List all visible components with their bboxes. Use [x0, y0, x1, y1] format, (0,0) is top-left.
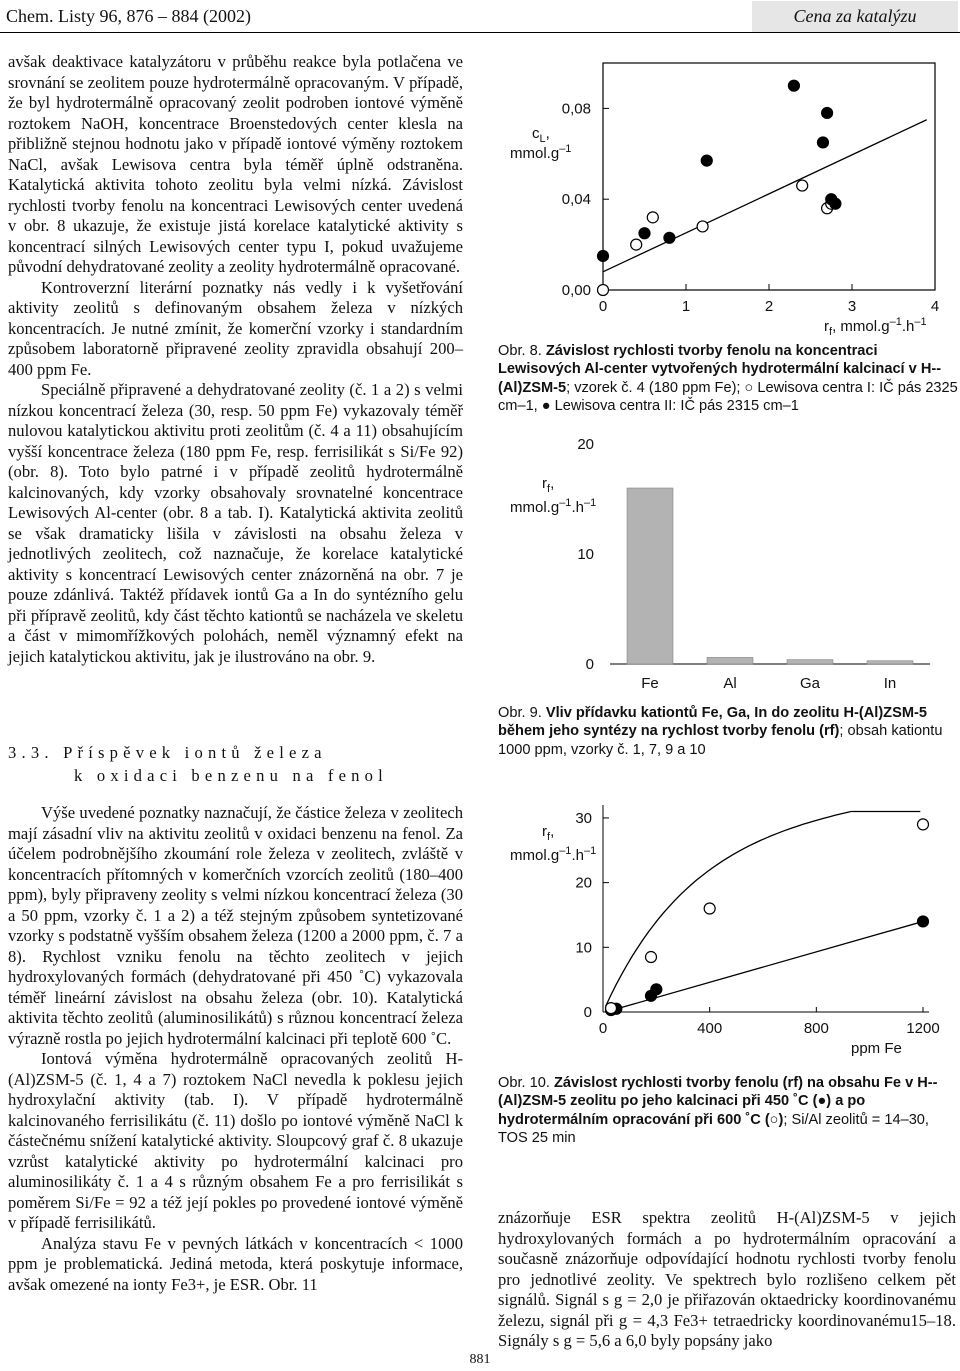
- left-column-top: [8, 52, 463, 667]
- x-axis-label: $r_f$, $mmol.g^{-1}.h^{-1}$: [824, 316, 927, 338]
- filled-point: [788, 80, 799, 91]
- filled-point: [701, 155, 712, 166]
- open-point: [797, 180, 808, 191]
- figure-9-bar-chart: [498, 432, 958, 697]
- y-tick-label: 0: [585, 656, 594, 673]
- y-axis-label: $r_f$, $mmol.g^{-1}.h^{-1}$: [510, 475, 597, 516]
- paragraph: Výše uvedené poznatky naznačují, že částice železa v zeolitech mají zásadní vliv na aktivitu zeolitů v oxidaci benzenu na fenol. Za účelem podrobnějšího zkoumání role železa v zeolitech, zvláště v koncentracích přítomných v komerčních vzorcích zeolitů (180–400 ppm), byly připraveny zeolity s velmi nízkou koncentrací železa (30 a 50 ppm, vzorky č. 1 a 2) a též stejným způsobem syntetizované vzorky s podstatně vyšším obsahem železa (1200 a 2000 ppm, č. 7 a 8). Rychlost vzniku fenolu na těchto zeolitech v jejich hydroxylovaných formách (dehydratované při 450 ˚C) vykazovala téměř lineární závislost na obsahu železa (obr. 10). Katalytická aktivita těchto zeolitů (aluminosilikátů) s různou koncentrací železa výrazně rostla po jejich hydrotermální kalcinaci při teplotě 600 ˚C.: [8, 803, 463, 1048]
- x-tick-label: 0: [598, 1020, 608, 1037]
- x-tick-label: 4: [930, 298, 940, 315]
- journal-reference: Chem. Listy 96, 876 – 884 (2002): [6, 6, 251, 26]
- y-tick-label: 0,04: [561, 191, 591, 209]
- bar: [867, 661, 913, 664]
- filled-point: [664, 232, 675, 243]
- y-axis-label: $c_L$, $mmol.g^{-1}$: [510, 125, 572, 162]
- bar: [787, 660, 833, 664]
- filled-point: [598, 250, 609, 261]
- section-heading: [8, 741, 388, 787]
- caption-label: Obr. 10.: [498, 1075, 550, 1091]
- caption-text: ; obsah kationtu 1000 ppm, vzorky č. 1, 7, 9 a 10: [498, 723, 943, 758]
- section-number: 3.3.: [8, 743, 54, 762]
- left-column-bottom: [8, 803, 463, 1295]
- x-tick-label: Ga: [799, 675, 821, 692]
- bar: [707, 657, 753, 664]
- x-tick-label: Al: [723, 675, 737, 692]
- open-point: [646, 952, 657, 963]
- y-tick-label: 0: [583, 1004, 592, 1021]
- x-axis-label: ppm Fe: [851, 1040, 902, 1057]
- fit-line: [603, 120, 927, 272]
- filled-point: [830, 198, 841, 209]
- x-tick-label: 0: [598, 298, 608, 315]
- open-point: [697, 221, 708, 232]
- x-tick-label: 3: [847, 298, 857, 315]
- y-tick-label: 0,08: [561, 100, 591, 118]
- right-column-bottom: [498, 1208, 956, 1352]
- y-tick-label: 10: [575, 939, 592, 957]
- section-title-line1: Příspěvek iontů železa: [63, 743, 327, 762]
- y-tick-label: 0,00: [561, 282, 591, 299]
- caption-label: Obr. 8.: [498, 343, 542, 359]
- caption-text: ; vzorek č. 4 (180 ppm Fe); ○ Lewisova centra I: IČ pás 2325 cm–1, ● Lewisova centra II: IČ pás 2315 cm–1: [498, 379, 958, 414]
- x-tick-label: In: [883, 675, 897, 692]
- figure-9-caption: [498, 704, 960, 759]
- caption-title: Závislost rychlosti tvorby fenolu (rf) na obsahu Fe v H--(Al)ZSM-5 zeolitu po jeho kalcinaci při 450 ˚C (●) a po hydrotermálním opracování při 600 ˚C (○): [498, 1075, 938, 1128]
- open-point: [606, 1003, 617, 1014]
- open-point: [704, 903, 715, 914]
- figure-8-scatter: [498, 58, 958, 338]
- open-point: [631, 239, 642, 250]
- open-point: [918, 819, 929, 830]
- paragraph: avšak deaktivace katalyzátoru v průběhu reakce byla potlačena ve srovnání se zeolitem pouze hydrotermálně opracovaným. V případě, že byl hydrotermálně opracovaný zeolit podroben iontové výměně roztokem NaOH, koncentrace Broenstedových center klesla na přibližně stejnou hodnotu jako v případě iontové výměny roztokem NaCl, avšak Lewisova centra byla téměř úplně odstraněna. Katalytická aktivita tohoto zeolitu byla velmi nízká. Závislost rychlosti tvorby fenolu na koncentraci Lewisových center uvedená v obr. 8 ukazuje, že existuje jistá korelace katalytické aktivity s koncentrací silných Lewisových center typu I, pokud uvažujeme původní dehydratované zeolity a zeolity hydrotermálně opracované.: [8, 52, 463, 276]
- x-tick-label: 400: [697, 1020, 723, 1037]
- x-tick-label: 1200: [906, 1020, 940, 1037]
- plot-frame: [603, 63, 935, 290]
- figure-10-caption: [498, 1074, 960, 1147]
- caption-label: Obr. 9.: [498, 705, 542, 721]
- caption-title: Vliv přídavku kationtů Fe, Ga, In do zeolitu H-(Al)ZSM-5 během jeho syntézy na rychlost tvorby fenolu (rf): [498, 705, 927, 740]
- y-axis-label: $r_f$, $mmol.g^{-1}.h^{-1}$: [510, 823, 597, 864]
- open-point: [598, 285, 609, 296]
- y-tick-label: 10: [577, 546, 594, 563]
- filled-point: [639, 228, 650, 239]
- y-tick-label: 20: [577, 436, 594, 453]
- paragraph: Analýza stavu Fe v pevných látkách v koncentracích < 1000 ppm je problematická. Jediná metoda, která poskytuje informace, avšak omezené na ionty Fe3+, je ESR. Obr. 11: [8, 1233, 463, 1294]
- paragraph: Speciálně připravené a dehydratované zeolity (č. 1 a 2) s velmi nízkou koncentrací železa (30, resp. 50 ppm Fe) vykazovaly téměř nulovou katalytickou aktivitu proti zeolitům (č. 4 a 11) obsahujícím vyšší koncentrace železa (180 ppm Fe, resp. ferrisilikát s Si/Fe 92) (obr. 8). Toto bylo patrné i v případě zeolitů hydrotermálně kalcinovaných, kdy vzorky obsahovaly srovnatelné koncentrace Lewisových Al-center (obr. 8 a tab. I). Katalytická aktivita zeolitů se však dramaticky lišila v závislosti na obsahu železa v jednotlivých zeolitech, což naznačuje, že korelace katalytické aktivity s koncentrací Lewisových center znázorněná na obr. 7 je pouze zdánlivá. Taktéž přídavek iontů Ga a In do syntézního gelu při přípravě zeolitů, kdy část těchto kationtů se nacházela ve skeletu a část v mimomřížkových polohách, neměl významný efekt na jejich katalytickou aktivitu, jak je ilustrováno na obr. 9.: [8, 380, 463, 666]
- caption-title: Závislost rychlosti tvorby fenolu na koncentraci Lewisových Al-center vytvořených hydrotermální kalcinací v H--(Al)ZSM-5: [498, 343, 942, 396]
- figure-10-scatter: [498, 800, 958, 1065]
- open-point: [647, 212, 658, 223]
- filled-point: [822, 107, 833, 118]
- x-tick-label: 800: [803, 1020, 829, 1037]
- filled-point: [918, 916, 929, 927]
- filled-point: [817, 137, 828, 148]
- section-banner: Cena za katalýzu: [752, 1, 958, 32]
- y-tick-label: 20: [575, 874, 592, 892]
- figure-8-caption: [498, 342, 960, 415]
- section-title-line2: k oxidaci benzenu na fenol: [74, 766, 388, 785]
- paragraph: Iontová výměna hydrotermálně opracovaných zeolitů H-(Al)ZSM-5 (č. 1, 4 a 7) roztokem NaCl nevedla k poklesu jejich hydroxylační aktivity (tab. I). V případě hydrotermálně kalcinovaného ferrisilikátu (č. 11) došlo po iontové výměně NaCl k částečnému snížení katalytické aktivity. Sloupcový graf č. 8 ukazuje vzrůst katalytické aktivity po hydrotermální kalcinaci pro aluminosilikáty č. 1 a 4 s různým obsahem Fe a pro ferrisilikát s poměrem Si/Fe = 92 a též její pokles po provedené iontové výměně v případě ferrisilikátů.: [8, 1049, 463, 1232]
- x-tick-label: 1: [681, 298, 691, 315]
- open-series-trend: [606, 812, 921, 1007]
- header-rule: [0, 32, 960, 33]
- caption-text: ; Si/Al zeolitů = 14–30, TOS 25 min: [498, 1111, 929, 1146]
- x-tick-label: Fe: [641, 675, 659, 692]
- page-number: 881: [469, 1352, 491, 1367]
- filled-point: [651, 984, 662, 995]
- paragraph: znázorňuje ESR spektra zeolitů H-(Al)ZSM-5 v jejich hydroxylovaných formách a po hydrotermálním opracování a současně znázorňuje odpovídající hodnotu rychlosti tvorby fenolu pro jednotlivé zeolity. Ve spektrech bylo rozlišeno celkem pět signálů. Signál s g = 2,0 je přiřazován oktaedricky koordinovanému železu, signál při g = 4,3 Fe3+ tetraedricky koordinovanému15–18. Signály s g = 5,6 a 6,0 byly popsány jako: [498, 1208, 956, 1350]
- x-tick-label: 2: [764, 298, 774, 315]
- bar: [627, 488, 673, 664]
- y-tick-label: 30: [575, 809, 592, 827]
- paragraph: Kontroverzní literární poznatky nás vedly i k vyšetřování aktivity zeolitů s definovaným obsahem železa v nízkých koncentracích. Je nutné zmínit, že komerční vzorky i standardním způsobem laboratorně připravené zeolity zpravidla obsahují 200–400 ppm Fe.: [8, 277, 463, 379]
